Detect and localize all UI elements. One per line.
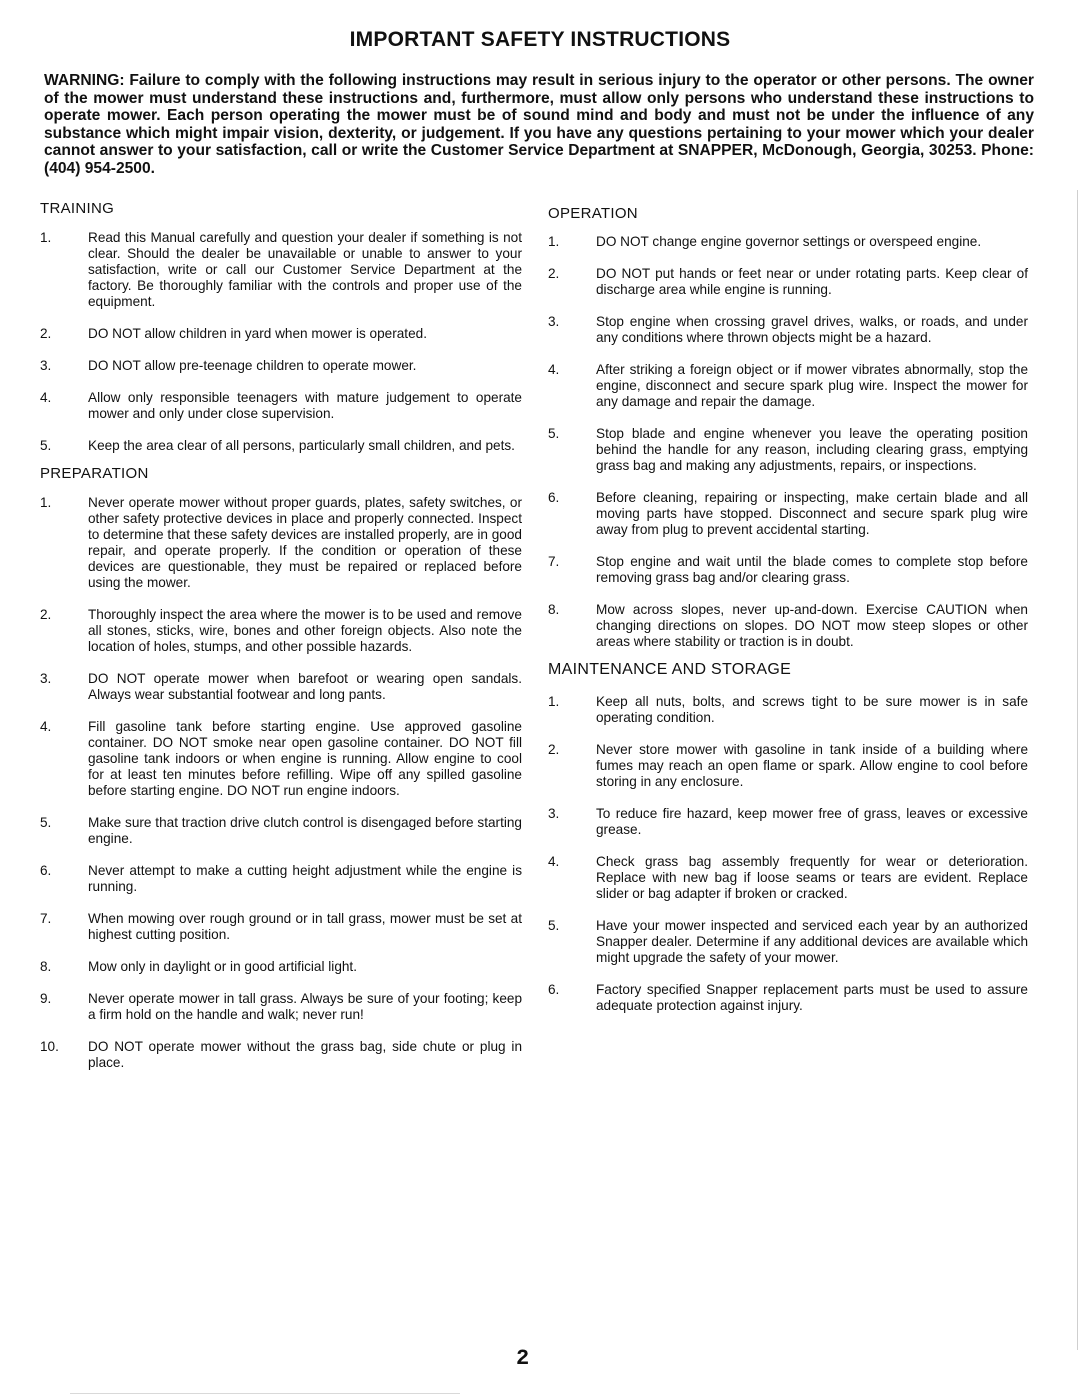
preparation-item — [40, 671, 522, 703]
item-text: Never operate mower in tall grass. Always be sure of your footing; keep a firm hold on the handle and walk; never run! — [88, 991, 522, 1022]
maintenance-item — [548, 982, 1028, 1014]
item-text: DO NOT operate mower without the grass bag, side chute or plug in place. — [88, 1039, 522, 1070]
training-item — [40, 438, 522, 454]
maintenance-item — [548, 918, 1028, 966]
scan-bottom-rule — [70, 1393, 460, 1394]
preparation-heading: PREPARATION — [40, 465, 149, 482]
maintenance-item — [548, 694, 1028, 726]
right-column — [548, 200, 1028, 1030]
item-text: Keep all nuts, bolts, and screws tight to be sure mower is in safe operating condition. — [596, 694, 1028, 725]
operation-item — [548, 266, 1028, 298]
item-number: 5. — [40, 815, 52, 830]
item-text: Never attempt to make a cutting height adjustment while the engine is running. — [88, 863, 522, 894]
item-text: Stop blade and engine whenever you leave the operating position behind the handle for any reason, including clearing grass, emptying grass bag and making any adjustments, repairs, or inspections. — [596, 426, 1028, 473]
preparation-item — [40, 719, 522, 799]
item-text: Read this Manual carefully and question your dealer if something is not clear. Should the dealer be unavailable or unable to answer to your satisfaction, write or call our Customer Service Department at the factory. Be thoroughly familiar with the controls and proper use of the equipment. — [88, 230, 522, 309]
item-number: 5. — [548, 426, 560, 441]
item-number: 4. — [40, 719, 52, 734]
training-item — [40, 358, 522, 374]
item-text: Never store mower with gasoline in tank inside of a building where fumes may reach an open flame or spark. Allow engine to cool before storing in any enclosure. — [596, 742, 1028, 789]
item-number: 6. — [548, 982, 560, 997]
item-number: 2. — [548, 742, 560, 757]
item-number: 3. — [548, 314, 560, 329]
item-number: 2. — [548, 266, 560, 281]
item-number: 1. — [548, 234, 560, 249]
operation-item — [548, 314, 1028, 346]
preparation-item — [40, 959, 522, 975]
preparation-item — [40, 1039, 522, 1071]
operation-item — [548, 602, 1028, 650]
item-text: Keep the area clear of all persons, particularly small children, and pets. — [88, 438, 515, 453]
page-number: 2 — [516, 1346, 530, 1371]
item-text: Before cleaning, repairing or inspecting, make certain blade and all moving parts have stopped. Disconnect and secure spark plug wire away from plug to prevent accidental starting. — [596, 490, 1028, 537]
page-title: IMPORTANT SAFETY INSTRUCTIONS — [349, 28, 731, 51]
warning-paragraph: WARNING: Failure to comply with the following instructions may result in serious injury to the operator or other persons. The owner of the mower must understand these instructions and, furthermore, must allow only persons who understand these instructions to operate mower. Each person operating the mower must be of sound mind and body and must not be under the influence of any substance which might impair vision, dexterity, or judgement. If you have any questions pertaining to your mower which your dealer cannot answer to your satisfaction, call or write the Customer Service Department at SNAPPER, McDonough, Georgia, 30253. Phone: (404) 954-2500. — [44, 72, 1034, 177]
operation-item — [548, 490, 1028, 538]
training-item — [40, 390, 522, 422]
preparation-item — [40, 495, 522, 591]
item-text: DO NOT allow children in yard when mower is operated. — [88, 326, 427, 341]
item-text: Never operate mower without proper guards, plates, safety switches, or other safety protective devices in place and properly connected. Inspect to determine that these safety devices are installed properly, are in good repair, and operate properly. If the condition or operation of these devices are questionable, they must be repaired or replaced before using the mower. — [88, 495, 522, 590]
maintenance-item — [548, 854, 1028, 902]
item-text: DO NOT change engine governor settings or overspeed engine. — [596, 234, 982, 249]
item-number: 3. — [40, 358, 52, 373]
item-number: 7. — [548, 554, 560, 569]
item-text: Check grass bag assembly frequently for wear or deterioration. Replace with new bag if loose seams or tears are evident. Replace slider or bag adapter if broken or cracked. — [596, 854, 1028, 901]
operation-heading: OPERATION — [548, 205, 638, 222]
item-number: 1. — [40, 495, 52, 510]
item-text: Mow only in daylight or in good artificial light. — [88, 959, 357, 974]
training-item — [40, 326, 522, 342]
maintenance-item — [548, 742, 1028, 790]
scan-edge-line — [1077, 190, 1078, 1350]
item-number: 4. — [548, 362, 560, 377]
item-text: DO NOT put hands or feet near or under rotating parts. Keep clear of discharge area while engine is running. — [596, 266, 1028, 297]
maintenance-item — [548, 806, 1028, 838]
operation-item — [548, 554, 1028, 586]
preparation-item — [40, 863, 522, 895]
item-text: Stop engine and wait until the blade comes to complete stop before removing grass bag and/or clearing grass. — [596, 554, 1028, 585]
preparation-item — [40, 815, 522, 847]
training-item — [40, 230, 522, 310]
item-number: 1. — [548, 694, 560, 709]
item-number: 5. — [40, 438, 52, 453]
item-text: Mow across slopes, never up-and-down. Exercise CAUTION when changing directions on slopes. DO NOT mow steep slopes or other areas where stability or traction is in doubt. — [596, 602, 1028, 649]
item-number: 2. — [40, 326, 52, 341]
item-number: 7. — [40, 911, 52, 926]
preparation-list — [40, 495, 522, 1071]
item-number: 6. — [40, 863, 52, 878]
item-number: 4. — [548, 854, 560, 869]
item-number: 2. — [40, 607, 52, 622]
preparation-item — [40, 911, 522, 943]
item-text: DO NOT operate mower when barefoot or wearing open sandals. Always wear substantial footwear and long pants. — [88, 671, 522, 702]
item-number: 8. — [548, 602, 560, 617]
item-text: To reduce fire hazard, keep mower free of grass, leaves or excessive grease. — [596, 806, 1028, 837]
item-number: 6. — [548, 490, 560, 505]
item-text: Allow only responsible teenagers with mature judgement to operate mower and only under close supervision. — [88, 390, 522, 421]
item-text: Make sure that traction drive clutch control is disengaged before starting engine. — [88, 815, 522, 846]
item-text: When mowing over rough ground or in tall grass, mower must be set at highest cutting position. — [88, 911, 522, 942]
item-number: 5. — [548, 918, 560, 933]
item-number: 3. — [40, 671, 52, 686]
item-number: 3. — [548, 806, 560, 821]
maintenance-heading: MAINTENANCE AND STORAGE — [548, 661, 792, 678]
item-text: After striking a foreign object or if mower vibrates abnormally, stop the engine, disconnect and secure spark plug wire. Inspect the mower for any damage and repair the damage. — [596, 362, 1028, 409]
preparation-item — [40, 607, 522, 655]
item-number: 9. — [40, 991, 52, 1006]
item-text: Thoroughly inspect the area where the mower is to be used and remove all stones, sticks, wire, bones and other foreign objects. Also note the location of holes, stumps, and other possible hazards. — [88, 607, 522, 654]
item-number: 1. — [40, 230, 52, 245]
operation-item — [548, 426, 1028, 474]
item-number: 4. — [40, 390, 52, 405]
item-text: Have your mower inspected and serviced each year by an authorized Snapper dealer. Determine if any additional devices are available which might upgrade the safety of your mower. — [596, 918, 1028, 965]
item-text: Fill gasoline tank before starting engine. Use approved gasoline container. DO NOT smoke near open gasoline container. DO NOT fill gasoline tank indoors or when engine is running. Allow engine to cool for at least ten minutes before refilling. Wipe off any spilled gasoline before starting engine. DO NOT run engine indoors. — [88, 719, 522, 798]
operation-list — [548, 234, 1028, 650]
maintenance-list — [548, 694, 1028, 1014]
left-column — [40, 200, 522, 1087]
item-text: Factory specified Snapper replacement parts must be used to assure adequate protection against injury. — [596, 982, 1028, 1013]
operation-item — [548, 362, 1028, 410]
item-number: 10. — [40, 1039, 59, 1054]
training-list — [40, 230, 522, 454]
preparation-item — [40, 991, 522, 1023]
training-heading: TRAINING — [40, 200, 115, 217]
item-text: DO NOT allow pre-teenage children to operate mower. — [88, 358, 417, 373]
operation-item — [548, 234, 1028, 250]
item-text: Stop engine when crossing gravel drives, walks, or roads, and under any conditions where thrown objects might be a hazard. — [596, 314, 1028, 345]
item-number: 8. — [40, 959, 52, 974]
